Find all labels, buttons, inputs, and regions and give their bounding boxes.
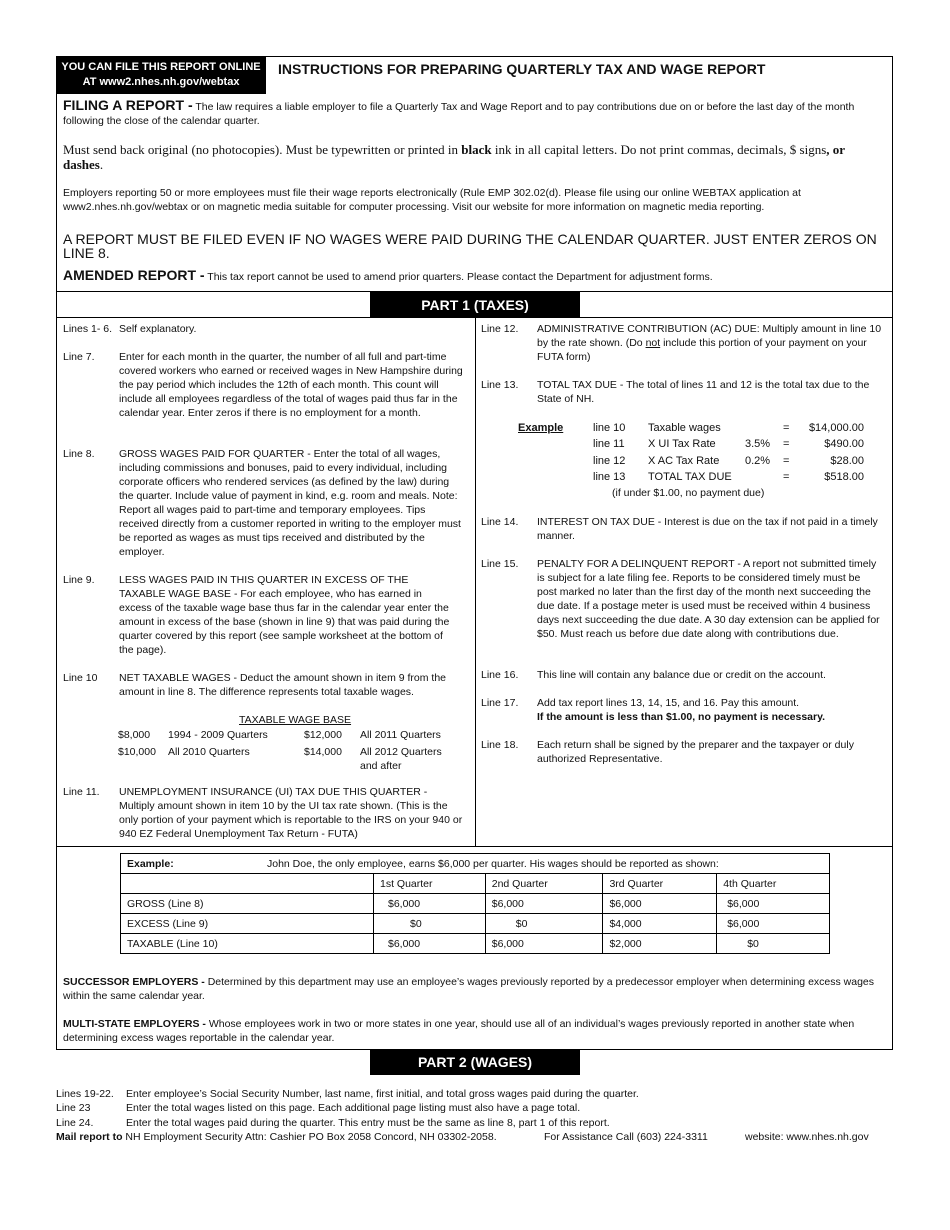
table-cell: $6,000 [374,894,486,914]
table-cell: $2,000 [603,934,717,954]
example-cell: X UI Tax Rate [648,438,716,450]
website: website: www.nhes.nh.gov [745,1131,869,1143]
table-row [121,914,830,934]
worksheet-caption [121,854,830,874]
part2-text: Enter the total wages listed on this page. Each additional page listing must also have a page total. [126,1102,581,1114]
worksheet-desc: John Doe, the only employee, earns $6,000 per quarter. His wages should be reported as shown: [267,857,719,870]
column-divider [475,317,476,847]
table-cell: $0 [717,934,830,954]
part2-text: Enter employee’s Social Security Number, last name, first initial, and total gross wages paid during the quarter. [126,1088,639,1100]
amended-text: This tax report cannot be used to amend prior quarters. Please contact the Department for adjustment forms. [204,271,713,283]
table-header [121,874,374,894]
part2-line: Lines 19-22. [56,1088,114,1100]
example-cell: $490.00 [824,438,864,450]
line12-text-a: ADMINISTRATIVE CONTRIBUTION (AC) DUE: Multiply amount in line 10 by the rate shown. (Do [537,323,882,349]
wage-base-cell: All 2011 Quarters [360,729,441,741]
electronic-paragraph: Employers reporting 50 or more employees must file their wage reports electronically (Rule EMP 302.02(d). Please file using our online WEBTAX application at www2.nhes.nh.gov/webtax or on magnetic media suitable for computer processing. Visit our website for more information on magnetic media reporting. [63,187,801,213]
example-cell: line 12 [593,455,626,467]
line-label: Line 7. [63,351,95,363]
assistance-phone: For Assistance Call (603) 224-3311 [544,1131,708,1143]
example-cell: line 10 [593,422,626,434]
example-cell: 0.2% [745,455,771,467]
line-text: TOTAL TAX DUE - The total of lines 11 and 12 is the total tax due to the State of NH. [537,379,870,405]
wage-base-cell: $14,000 [304,746,342,758]
line-text: INTEREST ON TAX DUE - Interest is due on the tax if not paid in a timely manner. [537,516,878,542]
wage-base-title: TAXABLE WAGE BASE [239,714,352,726]
line-label: Line 12. [481,323,519,335]
line-label: Line 17. [481,697,519,709]
line-text: Each return shall be signed by the preparer and the taxpayer or duly authorized Representative. [537,739,854,765]
line-label: Line 11. [63,786,100,798]
example-heading: Example [518,422,564,434]
line-text: Enter for each month in the quarter, the number of all full and part-time covered workers who earned or received wages in New Hampshire during the pay period which includes the 12th of each month. This count will include all employees regardless of the total of wages paid thus far in the calendar year. Enter zeros if there is no employment for a month. [119,351,463,419]
wage-base-cell: 1994 - 2009 Quarters [168,729,268,741]
table-cell: $6,000 [485,934,603,954]
filing-paragraph [63,98,883,128]
online-line1: YOU CAN FILE THIS REPORT ONLINE [61,61,261,73]
line-text: LESS WAGES PAID IN THIS QUARTER IN EXCESS OF THE TAXABLE WAGE BASE - For each employee, who has earned in excess of the taxable wage base thus far in the calendar year enter the amount in excess of the base (shown in line 9) that was paid during the quarter covered by this report (see sample worksheet at the bottom of the page). [119,574,450,656]
table-cell: $6,000 [485,894,603,914]
line-text [537,322,882,364]
example-cell: line 11 [593,438,625,450]
table-row [121,894,830,914]
multistate-paragraph [63,1017,883,1045]
example-cell: TOTAL TAX DUE [648,471,732,483]
table-cell: $6,000 [374,934,486,954]
part2-heading: PART 2 (WAGES) [370,1049,580,1075]
mail-address [56,1130,497,1144]
amended-heading: AMENDED REPORT - [63,267,205,283]
line-label: Line 16. [481,669,519,681]
example-cell: $28.00 [830,455,864,467]
table-cell: GROSS (Line 8) [121,894,374,914]
table-header: 4th Quarter [717,874,830,894]
example-cell: $518.00 [824,471,864,483]
original-text-e: . [99,157,104,172]
table-header: 1st Quarter [374,874,486,894]
successor-paragraph [63,975,883,1003]
example-cell: Taxable wages [648,422,721,434]
part2-line: Line 24. [56,1117,94,1129]
line-label: Line 8. [63,448,95,460]
zeros-notice: A REPORT MUST BE FILED EVEN IF NO WAGES WERE PAID DURING THE CALENDAR QUARTER. JUST ENTER ZEROS ON LINE 8. [63,231,877,261]
table-row [121,874,830,894]
mail-text: NH Employment Security Attn: Cashier PO Box 2058 Concord, NH 03302-2058. [122,1131,497,1143]
line-label: Line 18. [481,739,519,751]
original-bold-dashes: , or dashes [63,142,845,172]
line-text: PENALTY FOR A DELINQUENT REPORT - A report not submitted timely is subject for a late filing fee. Reports to be considered timely must be post marked no later than the first day of the month next succeeding the due date. If a postage meter is used must be received within 4 business days next succeeding the due date. A 30 day extension can be applied for $50. Must reach us before due date along with contributions due. [537,558,880,640]
line-text: NET TAXABLE WAGES - Deduct the amount shown in item 9 from the amount in line 8. The difference represents total taxable wages. [119,672,446,698]
online-banner [56,56,266,94]
example-cell: line 13 [593,471,626,483]
line-label: Line 15. [481,558,519,570]
table-header: 2nd Quarter [485,874,603,894]
multistate-text: Whose employees work in two or more states in one year, should use all of an individual’s wages previously reported in another state when determining excess wages reportable in the calendar year. [63,1018,855,1044]
example-cell: 3.5% [745,438,771,450]
line-label: Line 13. [481,379,519,391]
line-text: GROSS WAGES PAID FOR QUARTER - Enter the total of all wages, including commissions and bonuses, paid to every individual, including corporate officers who rendered services (as defined by the law) during the quarter. Include value of payment in kind, e.g. room and meals. Note: Report all wages paid to part-time and temporary employees. Tips received directly from a customer reported in writing to the employer must be reported as wages as must tips received and distributed by the employer. [119,448,461,558]
line12-underline: not [645,337,661,349]
line-label: Line 9. [63,574,95,586]
example-worksheet [120,853,830,954]
table-cell: $6,000 [603,894,717,914]
line-text: Self explanatory. [119,323,197,335]
table-row [121,934,830,954]
wage-base-cell: All 2012 Quarters [360,746,442,758]
table-cell: $0 [374,914,486,934]
worksheet-label: Example: [127,857,174,870]
table-header: 3rd Quarter [603,874,717,894]
original-text-c: ink in all capital letters. Do not print commas, decimals, $ signs [491,142,827,157]
wage-base-cell: $8,000 [118,729,151,741]
table-cell: $0 [485,914,603,934]
example-cell: = [783,471,790,483]
amended-paragraph [63,268,883,284]
line-label: Line 10 [63,672,98,684]
table-cell: EXCESS (Line 9) [121,914,374,934]
table-cell: $6,000 [717,894,830,914]
filing-text: The law requires a liable employer to file a Quarterly Tax and Wage Report and to pay contributions due on or before the last day of the month following the close of the calendar quarter. [63,101,855,127]
line17-text: Add tax report lines 13, 14, 15, and 16. Pay this amount. [537,697,800,709]
successor-heading: SUCCESSOR EMPLOYERS - [63,976,205,988]
table-cell: $6,000 [717,914,830,934]
example-note: (if under $1.00, no payment due) [612,487,765,499]
example-cell: = [783,422,790,434]
part2-line: Line 23 [56,1102,91,1114]
line17-bold: If the amount is less than $1.00, no payment is necessary. [537,711,826,723]
original-bold-black: black [461,142,492,157]
example-cell: $14,000.00 [808,422,864,434]
divider [56,846,893,847]
page-title: INSTRUCTIONS FOR PREPARING QUARTERLY TAX AND WAGE REPORT [278,61,766,77]
example-cell: = [783,455,790,467]
part1-heading: PART 1 (TAXES) [370,292,580,318]
line-text: UNEMPLOYMENT INSURANCE (UI) TAX DUE THIS QUARTER - Multiply amount shown in item 10 by the UI tax rate shown. (This is the only portion of your payment which is reportable to the IRS on your 940 or 940 EZ Federal Unemployment Tax Return - FUTA) [119,786,463,840]
online-line2: AT www2.nhes.nh.gov/webtax [82,76,240,88]
multistate-heading: MULTI-STATE EMPLOYERS - [63,1018,206,1030]
original-paragraph [63,142,883,172]
line-text [537,696,882,724]
line-label: Line 14. [481,516,519,528]
example-cell: X AC Tax Rate [648,455,720,467]
example-cell: = [783,438,790,450]
wage-base-cell: and after [360,760,402,772]
wage-base-cell: All 2010 Quarters [168,746,250,758]
successor-text: Determined by this department may use an employee’s wages previously reported by a predecessor employer when determining excess wages within the same calendar year. [63,976,875,1002]
original-text-a: Must send back original (no photocopies). Must be typewritten or printed in [63,142,462,157]
filing-heading: FILING A REPORT - [63,97,193,113]
table-cell: TAXABLE (Line 10) [121,934,374,954]
line12-text-b: include this portion of your payment on your FUTA form) [537,337,867,363]
line-label: Lines 1- 6. [63,323,113,335]
table-cell: $4,000 [603,914,717,934]
wage-base-cell: $10,000 [118,746,156,758]
mail-label: Mail report to [56,1131,123,1143]
part2-text: Enter the total wages paid during the quarter. This entry must be the same as line 8, part 1 of this report. [126,1117,610,1129]
line-text: This line will contain any balance due or credit on the account. [537,669,826,681]
wage-base-cell: $12,000 [304,729,342,741]
